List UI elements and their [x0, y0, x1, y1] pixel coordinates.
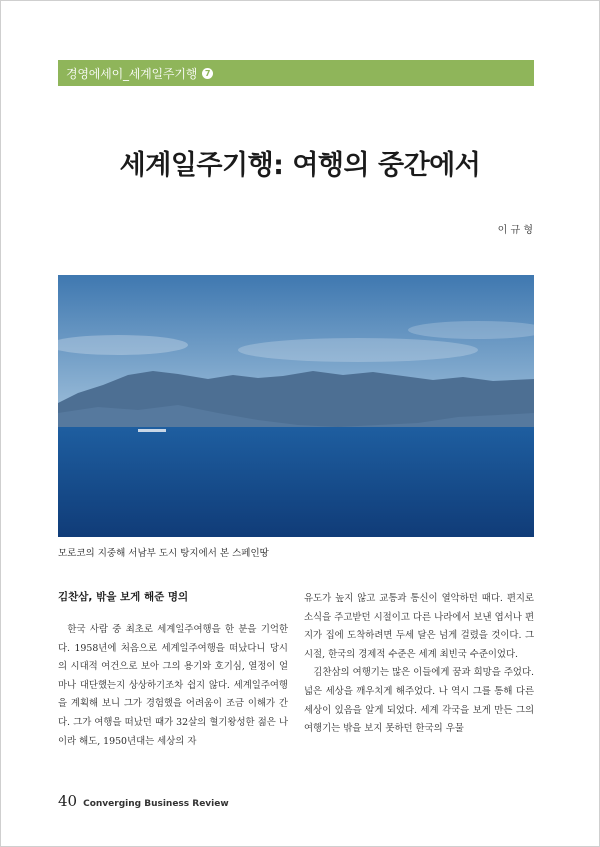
subheading: 김찬삼, 밖을 보게 해준 명의 [58, 591, 189, 603]
cloud [238, 338, 478, 362]
photo-caption: 모로코의 지중해 서남부 도시 탕지에서 본 스페인땅 [58, 548, 269, 559]
body-column-right [304, 590, 534, 739]
body-paragraph: 김찬삼의 여행기는 많은 이들에게 꿈과 희망을 주었다. 넓은 세상을 깨우치게 해주었다. 나 역시 그를 통해 다른 세상이 있음을 알게 되었다. 세계 각국을 보게 만든 그의 여행기는 밖을 보지 못하던 한국의 우물 [304, 667, 534, 735]
section-label: 경영에세이_세계일주기행 [66, 66, 198, 81]
body-paragraph: 한국 사람 중 최초로 세계일주여행을 한 분을 기억한다. 1958년에 처음으로 세계일주여행을 떠났다니 당시의 시대적 여건으로 보아 그의 용기와 호기심, 열정이 얼마나 대단했는지 상상하기조차 쉽지 않다. 세계일주여행을 계획해 보니 그가 경험했을 어려움이 조금 이해가 간다. 그가 여행을 떠났던 때가 32살의 혈기왕성한 젊은 나이라 해도, 1950년대는 세상의 자 [58, 624, 288, 747]
publication-name: Converging Business Review [83, 799, 229, 809]
landscape-photo-graphic [58, 275, 534, 537]
page-number: 40 [58, 792, 78, 810]
landscape-photo [58, 275, 534, 537]
section-banner [58, 60, 534, 86]
page-title: 세계일주기행: 여행의 중간에서 [119, 150, 481, 181]
page-footer [58, 792, 229, 810]
body-paragraph: 유도가 높지 않고 교통과 통신이 열악하던 때다. 편지로 소식을 주고받던 시절이고 다른 나라에서 보낸 엽서나 편지가 집에 도착하려면 두세 달은 넘게 걸렸을 것이다. 그 시절, 한국의 경제적 수준은 세계 최빈국 수준이었다. [304, 593, 534, 660]
sea [58, 427, 534, 537]
distant-ship [138, 429, 166, 432]
body-column-left [58, 588, 288, 751]
section-number-badge: 7 [202, 68, 213, 79]
author-byline: 이 규 형 [497, 225, 533, 236]
